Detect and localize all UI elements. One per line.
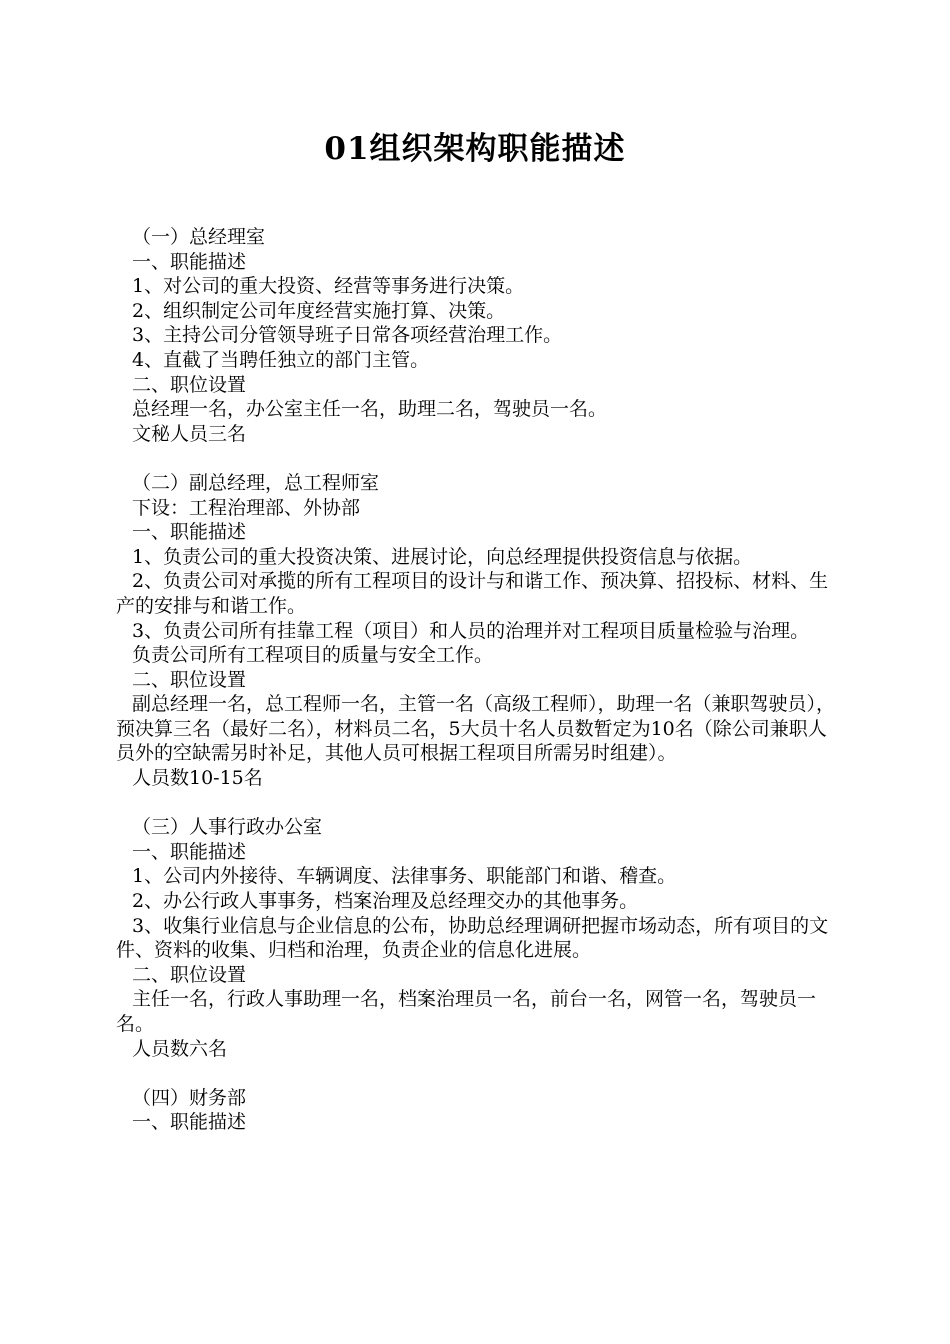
list-item: 4、直截了当聘任独立的部门主管。 <box>132 348 430 371</box>
list-item: 3、主持公司分管领导班子日常各项经营治理工作。 <box>132 324 563 347</box>
paragraph: 人员数10-15名 <box>132 767 263 790</box>
list-item: 3、负责公司所有挂靠工程（项目）和人员的治理并对工程项目质量检验与治理。 <box>132 619 810 642</box>
list-item: 1、负责公司的重大投资决策、进展讨论，向总经理提供投资信息与依据。 <box>132 545 753 568</box>
section-heading: （二）副总经理，总工程师室 <box>132 471 380 494</box>
paragraph: 负责公司所有工程项目的质量与安全工作。 <box>132 644 494 667</box>
paragraph: 人员数六名 <box>132 1037 228 1060</box>
document-title: 01组织架构职能描述 <box>324 131 626 167</box>
paragraph: 文秘人员三名 <box>132 422 247 445</box>
list-item: 2、负责公司对承揽的所有工程项目的设计与和谐工作、预决算、招投标、材料、生产的安排与和谐工作。 <box>116 570 829 617</box>
section-heading: （四）财务部 <box>132 1086 247 1109</box>
subheading: 二、职位设置 <box>132 963 247 986</box>
document-body <box>116 225 836 1135</box>
list-item: 3、收集行业信息与企业信息的公布，协助总经理调研把握市场动态，所有项目的文件、资料的收集、归档和治理，负责企业的信息化进展。 <box>116 914 829 962</box>
list-item: 2、组织制定公司年度经营实施打算、决策。 <box>132 299 506 322</box>
paragraph: 主任一名，行政人事助理一名，档案治理员一名，前台一名，网管一名，驾驶员一名。 <box>116 988 817 1035</box>
subheading: 二、职位设置 <box>132 373 247 396</box>
subheading: 一、职能描述 <box>132 840 247 863</box>
list-item: 1、对公司的重大投资、经营等事务进行决策。 <box>132 275 525 298</box>
section-heading: （三）人事行政办公室 <box>132 816 323 839</box>
paragraph: 副总经理一名，总工程师一名，主管一名（高级工程师），助理一名（兼职驾驶员），预决算三名（最好二名），材料员二名，5大员十名人员数暂定为10名（除公司兼职人员外的空缺需另时补足，其他人员可根据工程项目所需另时组建）。 <box>116 693 836 765</box>
paragraph: 下设：工程治理部、外协部 <box>132 496 361 519</box>
subheading: 二、职位设置 <box>132 668 247 691</box>
subheading: 一、职能描述 <box>132 250 247 273</box>
section-heading: （一）总经理室 <box>132 226 266 248</box>
list-item: 1、公司内外接待、车辆调度、法律事务、职能部门和谐、稽查。 <box>132 865 677 888</box>
list-item: 2、办公行政人事事务，档案治理及总经理交办的其他事务。 <box>132 890 639 913</box>
paragraph: 总经理一名，办公室主任一名，助理二名，驾驶员一名。 <box>132 398 608 421</box>
subheading: 一、职能描述 <box>132 521 247 544</box>
subheading: 一、职能描述 <box>132 1111 247 1134</box>
